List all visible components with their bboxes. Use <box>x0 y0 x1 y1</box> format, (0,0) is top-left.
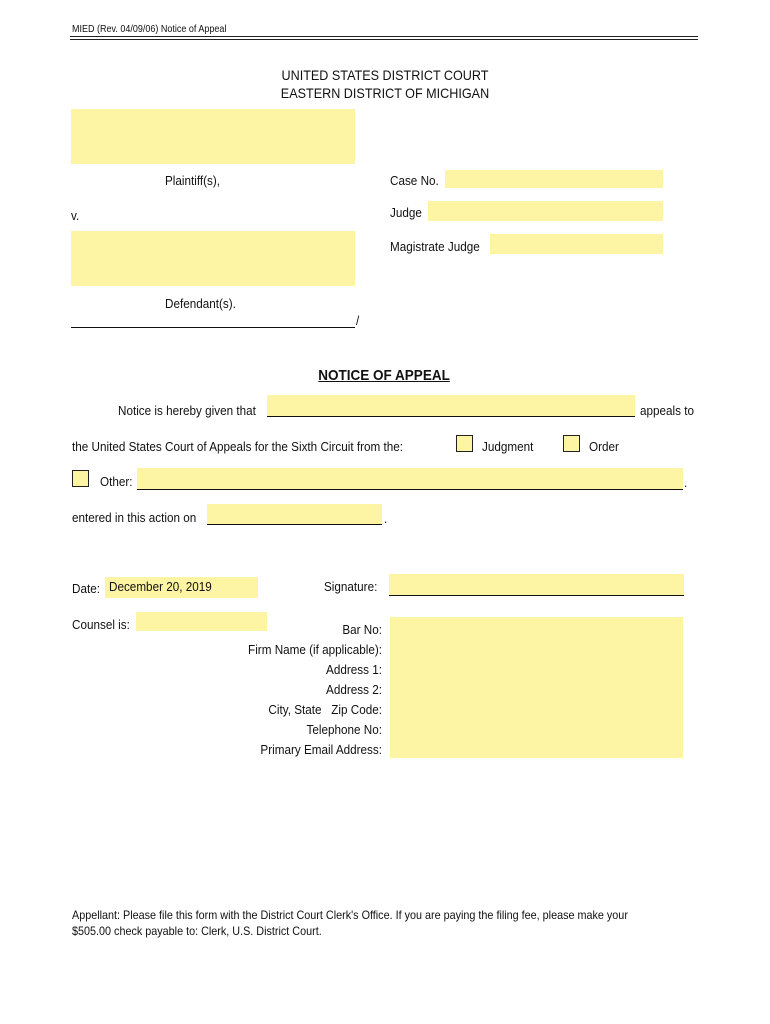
caption-slash: / <box>356 313 360 328</box>
versus-label: v. <box>71 208 80 223</box>
entered-date-field[interactable] <box>207 504 382 525</box>
counsel-labels <box>200 620 382 760</box>
magistrate-judge-field[interactable] <box>490 234 663 254</box>
other-period: . <box>684 475 688 490</box>
entered-label: entered in this action on <box>72 510 197 525</box>
telephone-label: Telephone No: <box>306 722 382 737</box>
bar-no-label: Bar No: <box>342 622 382 637</box>
counsel-label: Counsel is: <box>72 617 130 632</box>
footer-line-2: $505.00 check payable to: Clerk, U.S. District Court. <box>72 924 322 938</box>
date-label: Date: <box>72 581 100 596</box>
date-field[interactable] <box>105 577 258 598</box>
case-no-field[interactable] <box>445 170 663 188</box>
court-line-1: UNITED STATES DISTRICT COURT <box>281 67 489 83</box>
judgment-checkbox[interactable] <box>456 435 473 452</box>
address-1-label: Address 1: <box>326 662 382 677</box>
firm-name-label: Firm Name (if applicable): <box>248 642 382 657</box>
court-line-2: EASTERN DISTRICT OF MICHIGAN <box>280 85 490 101</box>
court-of-appeals-label: the United States Court of Appeals for the Sixth Circuit from the: <box>72 439 404 454</box>
address-2-label: Address 2: <box>326 682 382 697</box>
city-state-zip-label: City, State Zip Code: <box>268 702 382 717</box>
other-checkbox[interactable] <box>72 470 89 487</box>
order-checkbox[interactable] <box>563 435 580 452</box>
counsel-details-field[interactable] <box>390 617 683 758</box>
page-title: NOTICE OF APPEAL <box>318 367 450 384</box>
appellant-name-field[interactable] <box>267 395 635 417</box>
caption-rule <box>71 311 355 328</box>
court-heading <box>0 66 770 102</box>
case-no-label: Case No. <box>390 173 439 188</box>
form-id: MIED (Rev. 04/09/06) Notice of Appeal <box>72 24 227 35</box>
plaintiff-label: Plaintiff(s), <box>165 173 221 188</box>
entered-period: . <box>384 511 388 526</box>
judge-label: Judge <box>390 205 422 220</box>
title-wrap <box>0 367 770 385</box>
date-value: December 20, 2019 <box>109 579 212 594</box>
appeals-to-label: appeals to <box>640 403 694 418</box>
header-rule <box>70 36 698 37</box>
order-label: Order <box>589 439 619 454</box>
defendant-name-field[interactable] <box>71 231 355 286</box>
signature-field[interactable] <box>389 574 684 596</box>
other-label: Other: <box>100 474 133 489</box>
header-rule-double <box>70 39 698 40</box>
signature-label: Signature: <box>324 579 378 594</box>
judgment-label: Judgment <box>482 439 534 454</box>
magistrate-judge-label: Magistrate Judge <box>390 239 480 254</box>
email-label: Primary Email Address: <box>260 742 382 757</box>
footer-line-1: Appellant: Please file this form with the District Court Clerk's Office. If you are paying the filing fee, please make your <box>72 908 628 922</box>
notice-prefix: Notice is hereby given that <box>118 403 256 418</box>
judge-field[interactable] <box>428 201 663 221</box>
plaintiff-name-field[interactable] <box>71 109 355 164</box>
defendant-label: Defendant(s). <box>165 296 236 311</box>
other-description-field[interactable] <box>137 468 683 490</box>
